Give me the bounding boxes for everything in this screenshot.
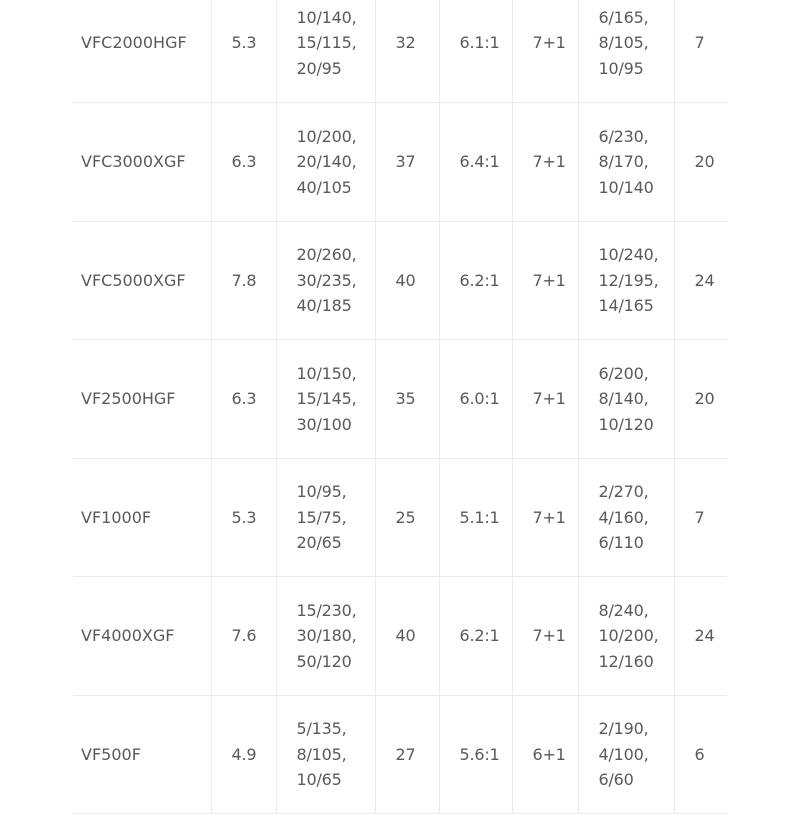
table-row — [73, 0, 727, 103]
pe-capacity-line: 4/160, — [598, 507, 649, 527]
max-drag-cell: 7 — [674, 0, 727, 103]
line-capacity-line: 20/65 — [296, 533, 342, 552]
line-capacity-cell — [276, 221, 375, 340]
pe-capacity-line: 2/270, — [598, 482, 649, 501]
weight-cell: 5.3 — [211, 0, 276, 103]
pe-capacity-cell — [578, 221, 674, 340]
gear-ratio-cell: 6.2:1 — [439, 221, 512, 340]
line-capacity-line: 20/260, — [296, 245, 357, 264]
bearings-cell: 7+1 — [512, 340, 578, 459]
weight-cell: 6.3 — [211, 340, 276, 459]
pe-capacity-line: 12/160 — [598, 651, 654, 671]
weight-cell: 5.3 — [211, 458, 276, 577]
model-cell: VF500F — [73, 695, 211, 814]
line-capacity-line: 10/95, — [296, 482, 347, 501]
model-cell: VFC3000XGF — [73, 103, 211, 222]
bearings-cell: 7+1 — [512, 103, 578, 222]
line-capacity-line: 15/115, — [296, 33, 357, 53]
reel-spec-table — [73, 0, 727, 814]
pe-capacity-line: 10/240, — [598, 245, 659, 264]
retrieve-cell: 37 — [375, 103, 439, 222]
line-capacity-line: 30/100 — [296, 414, 352, 434]
max-drag-cell: 20 — [674, 103, 727, 222]
max-drag-cell: 7 — [674, 458, 727, 577]
pe-capacity-line: 12/195, — [598, 270, 659, 290]
retrieve-cell: 27 — [375, 695, 439, 814]
weight-cell: 6.3 — [211, 103, 276, 222]
pe-capacity-line: 6/60 — [598, 770, 634, 789]
model-cell: VF2500HGF — [73, 340, 211, 459]
retrieve-cell: 35 — [375, 340, 439, 459]
pe-capacity-line: 8/105, — [598, 33, 649, 53]
line-capacity-line: 10/65 — [296, 770, 342, 789]
table-row — [73, 340, 727, 459]
retrieve-cell: 32 — [375, 0, 439, 103]
bearings-cell: 7+1 — [512, 458, 578, 577]
line-capacity-line: 10/150, — [296, 363, 357, 383]
line-capacity-cell — [276, 577, 375, 696]
gear-ratio-cell: 6.4:1 — [439, 103, 512, 222]
bearings-cell: 7+1 — [512, 577, 578, 696]
gear-ratio-cell: 6.1:1 — [439, 0, 512, 103]
pe-capacity-cell — [578, 577, 674, 696]
pe-capacity-line: 6/230, — [598, 126, 649, 146]
pe-capacity-cell — [578, 0, 674, 103]
line-capacity-line: 5/135, — [296, 719, 347, 738]
model-cell: VF1000F — [73, 458, 211, 577]
line-capacity-line: 50/120 — [296, 651, 352, 671]
pe-capacity-line: 10/200, — [598, 626, 659, 645]
gear-ratio-cell: 6.2:1 — [439, 577, 512, 696]
weight-cell: 7.6 — [211, 577, 276, 696]
line-capacity-line: 20/95 — [296, 58, 342, 78]
table-row — [73, 577, 727, 696]
line-capacity-line: 15/75, — [296, 507, 347, 527]
model-cell: VFC5000XGF — [73, 221, 211, 340]
weight-cell: 7.8 — [211, 221, 276, 340]
line-capacity-line: 10/200, — [296, 126, 357, 146]
model-cell: VF4000XGF — [73, 577, 211, 696]
max-drag-cell: 6 — [674, 695, 727, 814]
line-capacity-line: 8/105, — [296, 744, 347, 764]
table-body — [73, 0, 727, 814]
pe-capacity-line: 8/240, — [598, 600, 649, 620]
gear-ratio-cell: 6.0:1 — [439, 340, 512, 459]
pe-capacity-line: 8/140, — [598, 389, 649, 408]
table-row — [73, 458, 727, 577]
line-capacity-line: 15/230, — [296, 600, 357, 620]
pe-capacity-line: 14/165 — [598, 296, 654, 315]
retrieve-cell: 25 — [375, 458, 439, 577]
pe-capacity-cell — [578, 103, 674, 222]
line-capacity-cell — [276, 695, 375, 814]
table-row — [73, 695, 727, 814]
bearings-cell: 6+1 — [512, 695, 578, 814]
line-capacity-cell — [276, 103, 375, 222]
line-capacity-line: 40/105 — [296, 177, 352, 197]
spec-table-container — [73, 0, 727, 814]
gear-ratio-cell: 5.6:1 — [439, 695, 512, 814]
bearings-cell: 7+1 — [512, 221, 578, 340]
pe-capacity-line: 10/95 — [598, 58, 644, 78]
line-capacity-cell — [276, 0, 375, 103]
line-capacity-line: 30/180, — [296, 626, 357, 645]
pe-capacity-line: 2/190, — [598, 719, 649, 738]
pe-capacity-line: 4/100, — [598, 744, 649, 764]
max-drag-cell: 24 — [674, 577, 727, 696]
line-capacity-line: 30/235, — [296, 270, 357, 290]
table-row — [73, 221, 727, 340]
max-drag-cell: 20 — [674, 340, 727, 459]
table-row — [73, 103, 727, 222]
retrieve-cell: 40 — [375, 221, 439, 340]
pe-capacity-cell — [578, 340, 674, 459]
pe-capacity-line: 6/165, — [598, 7, 649, 27]
bearings-cell: 7+1 — [512, 0, 578, 103]
pe-capacity-line: 10/140 — [598, 177, 654, 197]
model-cell: VFC2000HGF — [73, 0, 211, 103]
line-capacity-line: 20/140, — [296, 152, 357, 171]
pe-capacity-line: 6/200, — [598, 363, 649, 383]
pe-capacity-line: 10/120 — [598, 414, 654, 434]
pe-capacity-line: 6/110 — [598, 533, 644, 552]
pe-capacity-cell — [578, 695, 674, 814]
line-capacity-cell — [276, 340, 375, 459]
line-capacity-line: 10/140, — [296, 7, 357, 27]
weight-cell: 4.9 — [211, 695, 276, 814]
gear-ratio-cell: 5.1:1 — [439, 458, 512, 577]
line-capacity-line: 40/185 — [296, 296, 352, 315]
retrieve-cell: 40 — [375, 577, 439, 696]
pe-capacity-cell — [578, 458, 674, 577]
max-drag-cell: 24 — [674, 221, 727, 340]
line-capacity-line: 15/145, — [296, 389, 357, 408]
pe-capacity-line: 8/170, — [598, 152, 649, 171]
line-capacity-cell — [276, 458, 375, 577]
